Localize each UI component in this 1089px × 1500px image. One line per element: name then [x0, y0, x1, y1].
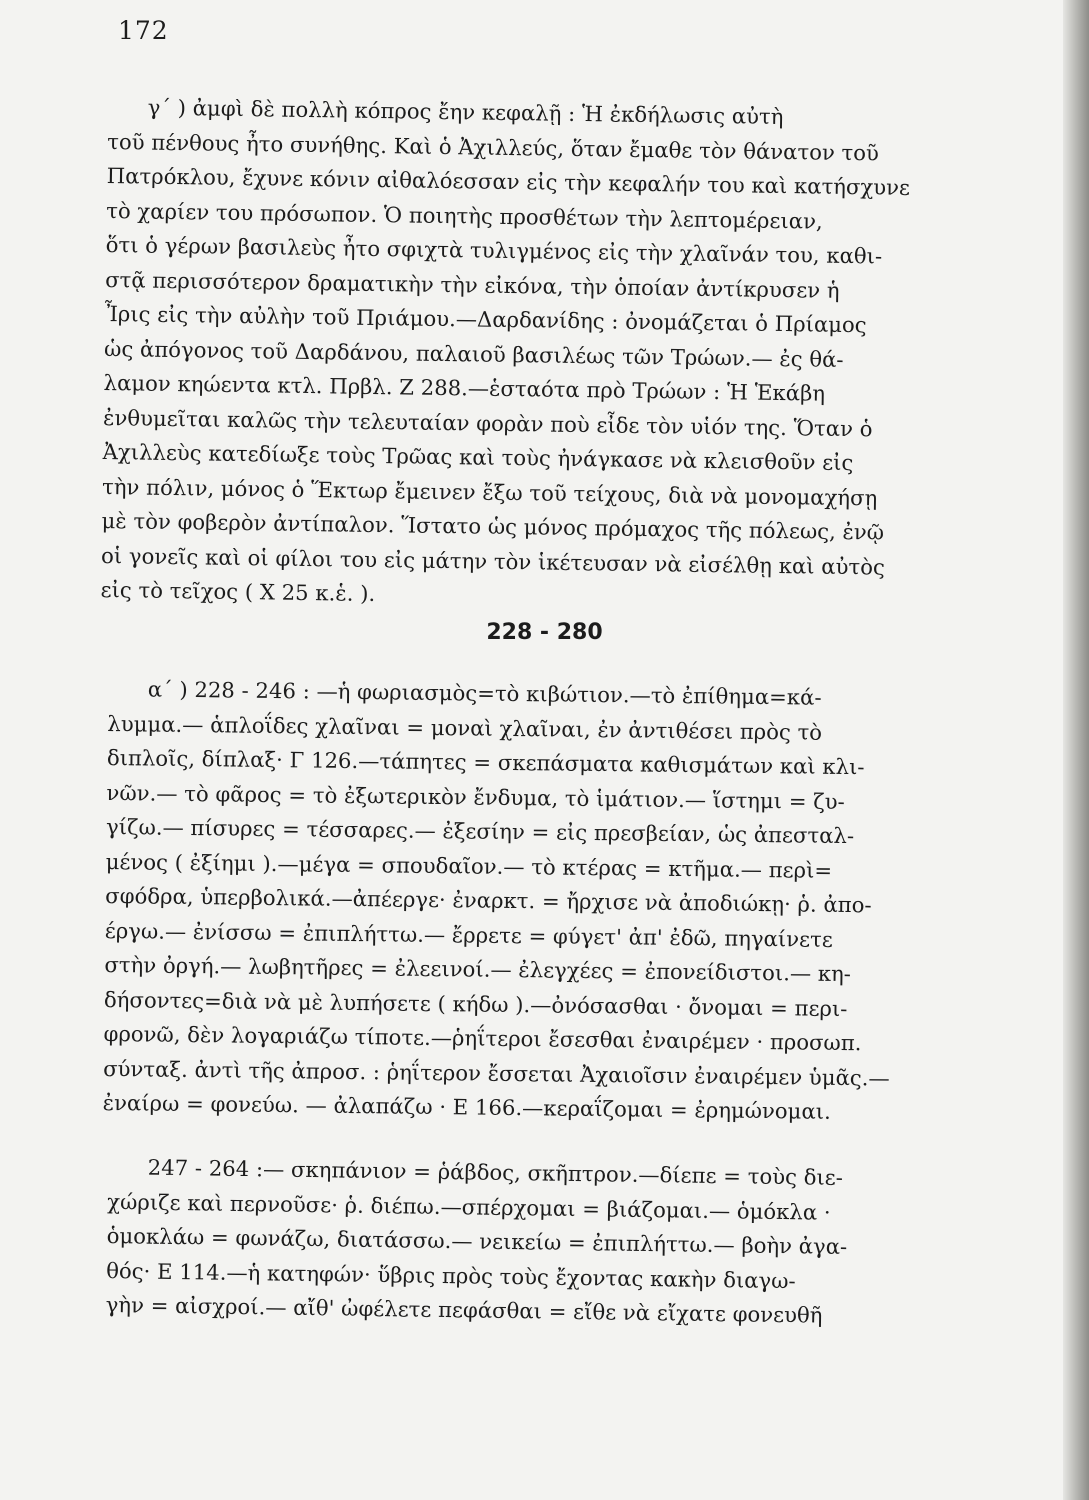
text-line: δήσοντες=διὰ νὰ μὲ λυπήσετε ( κήδω ).—ὀνόσασθαι · ὄνομαι = περι-	[103, 986, 848, 1021]
text-line: τοῦ πένθους ἦτο συνήθης. Καὶ ὁ Ἀχιλλεύς, ὅταν ἔμαθε τὸν θάνατον τοῦ	[107, 128, 880, 165]
text-line: τὴν πόλιν, μόνος ὁ Ἕκτωρ ἔμεινεν ἔξω τοῦ τείχους, διὰ νὰ μονομαχήσῃ	[101, 473, 878, 510]
paragraph-commentary-gamma	[100, 90, 928, 620]
text-line: μένος ( ἐξίημι ).—μέγα = σπουδαῖον.— τὸ κτέρας = κτῆμα.— περὶ=	[105, 848, 833, 883]
page-edge-shadow	[1063, 0, 1089, 1500]
text-line: ὡς ἀπόγονος τοῦ Δαρδάνου, παλαιοῦ βασιλέως τῶν Τρώων.— ἐς θά-	[103, 335, 844, 372]
text-line: ὅτι ὁ γέρων βασιλεὺς ἦτο σφιχτὰ τυλιγμένος εἰς τὴν χλαῖνάν του, καθι-	[105, 231, 883, 269]
text-line: α΄ ) 228 - 246 : —ἡ φωριασμὸς=τὸ κιβώτιον.—τὸ ἐπίθημα=κά-	[147, 676, 822, 710]
text-line: οἱ γονεῖς καὶ οἱ φίλοι του εἰς μάτην τὸν ἱκέτευσαν νὰ εἰσέλθῃ καὶ αὐτὸς	[100, 542, 885, 580]
text-line: σύνταξ. ἀντὶ τῆς ἀπροσ. : ῥηΐτερον ἔσσεται Ἀχαιοῖσιν ἐναιρέμεν ὑμᾶς.—	[103, 1055, 890, 1091]
text-line: γίζω.— πίσυρες = τέσσαρες.— ἐξεσίην = εἰς πρεσβείαν, ὡς ἀπεσταλ-	[105, 813, 855, 849]
text-line: στᾷ περισσότερον δραματικὴν τὴν εἰκόνα, τὴν ὁποίαν ἀντίκρυσεν ἡ	[105, 266, 840, 303]
text-line: ὁμοκλάω = φωνάζω, διατάσσω.— νεικείω = ἐπιπλήττω.— βοὴν ἀγα-	[106, 1222, 848, 1259]
paragraph-commentary-alpha	[103, 672, 928, 1130]
text-line: ἐνθυμεῖται καλῶς τὴν τελευταίαν φορὰν ποὺ εἶδε τὸν υἱόν της. Ὅταν ὁ	[102, 404, 873, 441]
text-line: στὴν ὀργή.— λωβητῆρες = ἐλεεινοί.— ἐλεγχέες = ἐπονείδιστοι.— κη-	[104, 951, 852, 987]
text-line: θός· Ε 114.—ἡ κατηφών· ὕβρις πρὸς τοὺς ἔχοντας κακὴν διαγω-	[106, 1257, 796, 1293]
text-line: 247 - 264 :— σκηπάνιον = ῥάβδος, σκῆπτρον.—δίεπε = τοὺς διε-	[147, 1154, 844, 1190]
text-line: λυμμα.— ἁπλοΐδες χλαῖναι = μοναὶ χλαῖναι, ἐν ἀντιθέσει πρὸς τὸ	[107, 710, 823, 745]
text-line: φρονῶ, δὲν λογαριάζω τίποτε.—ῥηΐτεροι ἔσεσθαι ἐναιρέμεν · προσωπ.	[103, 1020, 862, 1056]
text-line: γὴν = αἰσχροί.— αἴθ' ὠφέλετε πεφάσθαι = εἴθε νὰ εἴχατε φονευθῆ	[105, 1291, 823, 1328]
text-line: Πατρόκλου, ἔχυνε κόνιν αἰθαλόεσσαν εἰς τὴν κεφαλήν του καὶ κατήσχυνε	[106, 162, 911, 200]
text-line: χώριζε καὶ περνοῦσε· ῥ. διέπω.—σπέρχομαι = βιάζομαι.— ὁμόκλα ·	[107, 1188, 831, 1225]
paragraph-commentary-247	[105, 1150, 927, 1335]
text-line: διπλοῖς, δίπλαξ· Γ 126.—τάπητες = σκεπάσματα καθισμάτων καὶ κλι-	[106, 744, 865, 780]
text-line: ἐναίρω = φονεύω. — ἀλαπάζω · Ε 166.—κεραΐζομαι = ἐρημώνομαι.	[102, 1089, 831, 1124]
text-line: Ἀχιλλεὺς κατεδίωξε τοὺς Τρῶας καὶ τοὺς ἠνάγκασε νὰ κλεισθοῦν εἰς	[102, 438, 854, 476]
text-line: γ΄ ) ἀμφὶ δὲ πολλὴ κόπρος ἔην κεφαλῇ : Ἡ ἐκδήλωσις αὐτὴ	[147, 94, 784, 130]
text-line: εἰς τὸ τεῖχος ( Χ 25 κ.ἑ. ).	[100, 576, 376, 607]
text-line: μὲ τὸν φοβερὸν ἀντίπαλον. Ἵστατο ὡς μόνος πρόμαχος τῆς πόλεως, ἐνῷ	[101, 507, 885, 545]
text-line: λαμον κηώεντα κτλ. Πρβλ. Ζ 288.—ἑσταότα πρὸ Τρώων : Ἡ Ἑκάβη	[103, 369, 826, 406]
text-line: νῶν.— τὸ φᾶρος = τὸ ἐξωτερικὸν ἔνδυμα, τὸ ἱμάτιον.— ἵστημι = ζυ-	[106, 779, 845, 814]
text-line: έργω.— ἐνίσσω = ἐπιπλήττω.— ἔρρετε = φύγετ' ἀπ' ἐδῶ, πηγαίνετε	[104, 917, 833, 952]
text-line: Ἶρις εἰς τὴν αὐλὴν τοῦ Πριάμου.—Δαρδανίδης : ὀνομάζεται ὁ Πρίαμος	[104, 300, 867, 338]
page-number: 172	[118, 16, 169, 45]
text-line: τὸ χαρίεν του πρόσωπον. Ὁ ποιητὴς προσθέτων τὴν λεπτομέρειαν,	[106, 197, 823, 234]
section-heading: 228 - 280	[486, 620, 603, 645]
text-line: σφόδρα, ὑπερβολικά.—ἀπέεργε· ἐναρκτ. = ἤρχισε νὰ ἀποδιώκῃ· ῥ. ἀπο-	[105, 882, 872, 918]
